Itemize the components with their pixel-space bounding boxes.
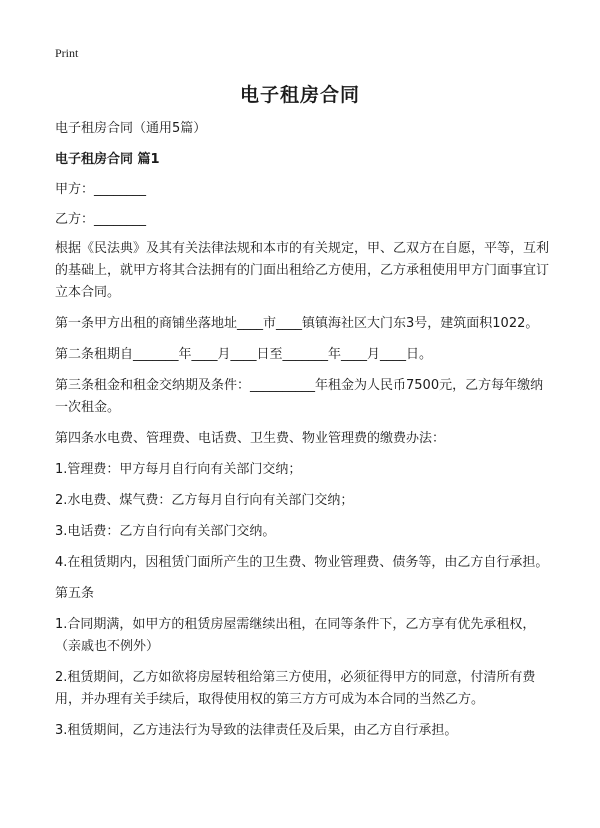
party-a-line: 甲方：________ (55, 182, 147, 197)
article-4-item-1: 1.管理费：甲方每月自行向有关部门交纳； (55, 462, 302, 477)
article-4: 第四条水电费、管理费、电话费、卫生费、物业管理费的缴费办法： (55, 431, 446, 446)
section-title: 电子租房合同 篇1 (55, 152, 160, 167)
print-link[interactable]: Print (55, 46, 79, 60)
article-1: 第一条甲方出租的商铺坐落地址____市____镇镇海社区大门东3号，建筑面积1022。 (55, 316, 539, 331)
document-body (55, 118, 550, 742)
party-b-line: 乙方：________ (55, 212, 147, 227)
article-4-item-4: 4.在租赁期内，因租赁门面所产生的卫生费、物业管理费、债务等，由乙方自行承担。 (55, 555, 549, 570)
article-5-item-3: 3.租赁期间，乙方违法行为导致的法律责任及后果，由乙方自行承担。 (55, 723, 458, 738)
article-2: 第二条租期自_______年____月____日至_______年____月____日。 (55, 347, 433, 362)
intro-paragraph: 根据《民法典》及其有关法律法规和本市的有关规定，甲、乙双方在自愿，平等，互利的基础上，就甲方将其合法拥有的门面出租给乙方使用，乙方承租使用甲方门面事宜订立本合同。 (55, 241, 550, 300)
document-title: 电子租房合同 (239, 84, 360, 106)
article-5-item-2: 2.租赁期间，乙方如欲将房屋转租给第三方使用，必须征得甲方的同意，付清所有费用，并办理有关手续后，取得使用权的第三方方可成为本合同的当然乙方。 (55, 670, 536, 707)
article-4-item-2: 2.水电费、煤气费：乙方每月自行向有关部门交纳； (55, 493, 354, 508)
article-4-item-3: 3.电话费：乙方自行向有关部门交纳。 (55, 524, 276, 539)
article-3: 第三条租金和租金交纳期及条件：__________年租金为人民币7500元，乙方每年缴纳一次租金。 (55, 378, 544, 415)
document-subtitle: 电子租房合同（通用5篇） (55, 121, 207, 136)
article-5: 第五条 (55, 586, 95, 601)
article-5-item-1: 1.合同期满，如甲方的租赁房屋需继续出租，在同等条件下，乙方享有优先承租权，（亲戚也不例外） (55, 617, 536, 654)
